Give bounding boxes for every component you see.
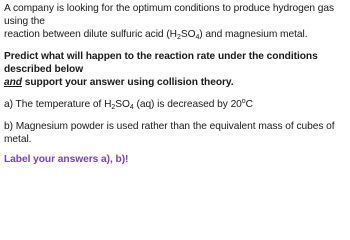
part-a xyxy=(4,98,346,111)
label-instruction: Label your answers a), b)! xyxy=(4,154,129,165)
intro-line-2-start: reaction between dilute sulfuric acid (H xyxy=(4,29,177,40)
part-a-sub-2: 2 xyxy=(111,104,116,111)
question-line-1: Predict what will happen to the reaction rate under the conditions described below xyxy=(4,51,318,75)
h2so4-sub-2: 2 xyxy=(176,34,181,41)
part-a-prefix: a) The temperature of H xyxy=(4,99,112,110)
question-prompt xyxy=(4,50,346,89)
question-and-emphasis: and xyxy=(4,77,22,88)
intro-so: SO xyxy=(180,29,196,40)
part-a-suffix: (aq) is decreased by 20 xyxy=(133,99,242,110)
degree-symbol: o xyxy=(241,98,246,105)
intro-line-2-end: ) and magnesium metal. xyxy=(199,29,308,40)
part-a-sub-4: 4 xyxy=(129,104,134,111)
h2so4-sub-4: 4 xyxy=(195,34,200,41)
intro-paragraph xyxy=(4,2,346,41)
part-a-so: SO xyxy=(115,99,130,110)
part-b: b) Magnesium powder is used rather than the equivalent mass of cubes of metal. xyxy=(4,121,335,145)
part-a-unit: C xyxy=(245,99,253,110)
intro-line-1: A company is looking for the optimum conditions to produce hydrogen gas using the xyxy=(4,3,335,27)
question-line-2: support your answer using collision theory. xyxy=(21,77,234,88)
